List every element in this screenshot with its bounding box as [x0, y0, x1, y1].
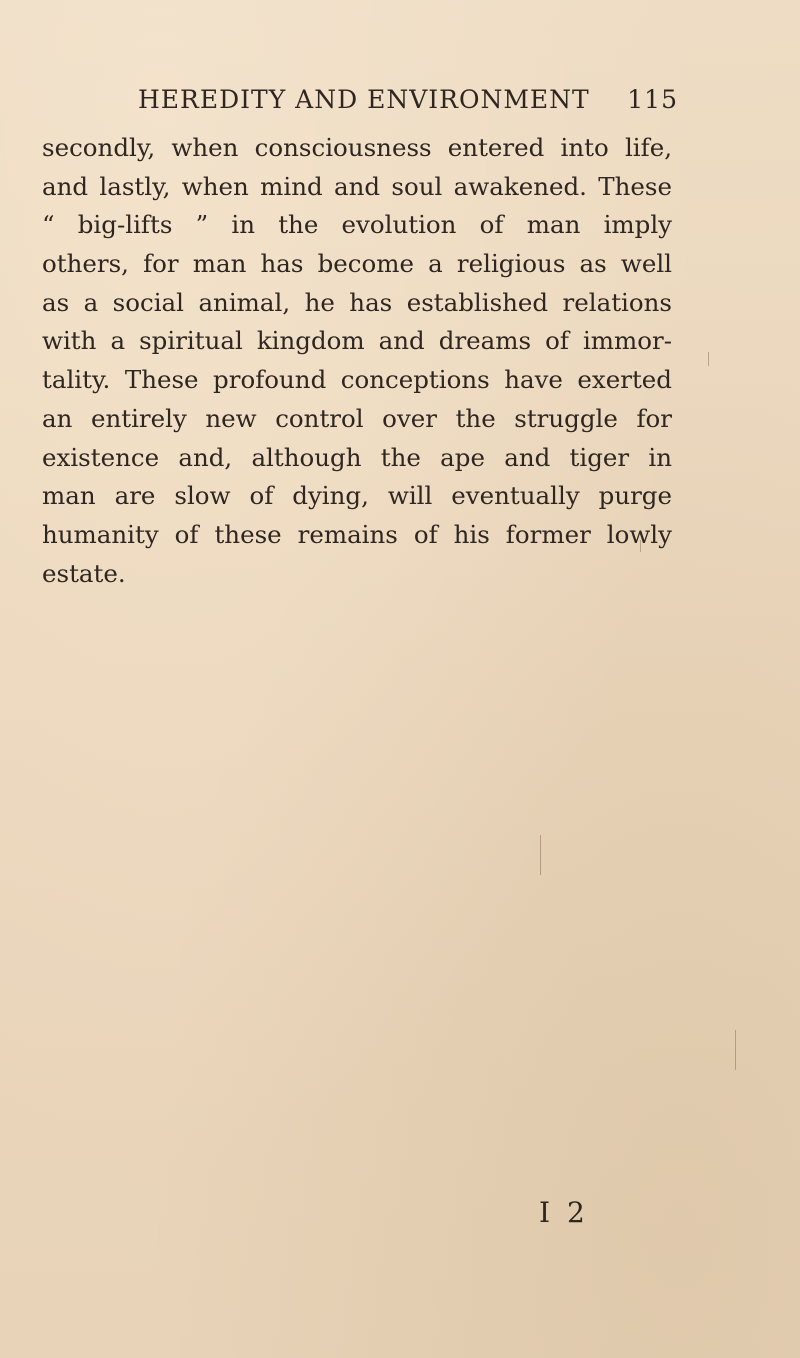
page-number: 115: [627, 85, 678, 114]
text-line: as a social animal, he has established relations: [42, 287, 672, 317]
text-line: existence and, although the ape and tiger in: [42, 442, 672, 472]
paper-speck: [640, 540, 641, 552]
paper-speck: [540, 835, 541, 875]
running-head: [138, 80, 678, 120]
text-line: estate.: [42, 558, 126, 588]
text-line: with a spiritual kingdom and dreams of immor-: [42, 326, 672, 356]
text-line: humanity of these remains of his former lowly: [42, 519, 672, 549]
body-paragraph: [42, 129, 672, 593]
text-line: tality. These profound conceptions have exerted: [42, 365, 672, 395]
text-line: secondly, when consciousness entered into life,: [42, 133, 672, 162]
printer-signature-mark: I 2: [539, 1196, 589, 1229]
text-line: others, for man has become a religious as well: [42, 249, 672, 279]
text-line: “ big-lifts ” in the evolution of man imply: [42, 210, 672, 240]
paper-speck: [708, 352, 709, 366]
text-line: an entirely new control over the struggle for: [42, 403, 672, 433]
running-title: HEREDITY AND ENVIRONMENT: [138, 85, 590, 114]
text-line: man are slow of dying, will eventually purge: [42, 481, 672, 511]
text-line: and lastly, when mind and soul awakened. These: [42, 171, 672, 201]
paper-speck: [735, 1030, 736, 1070]
